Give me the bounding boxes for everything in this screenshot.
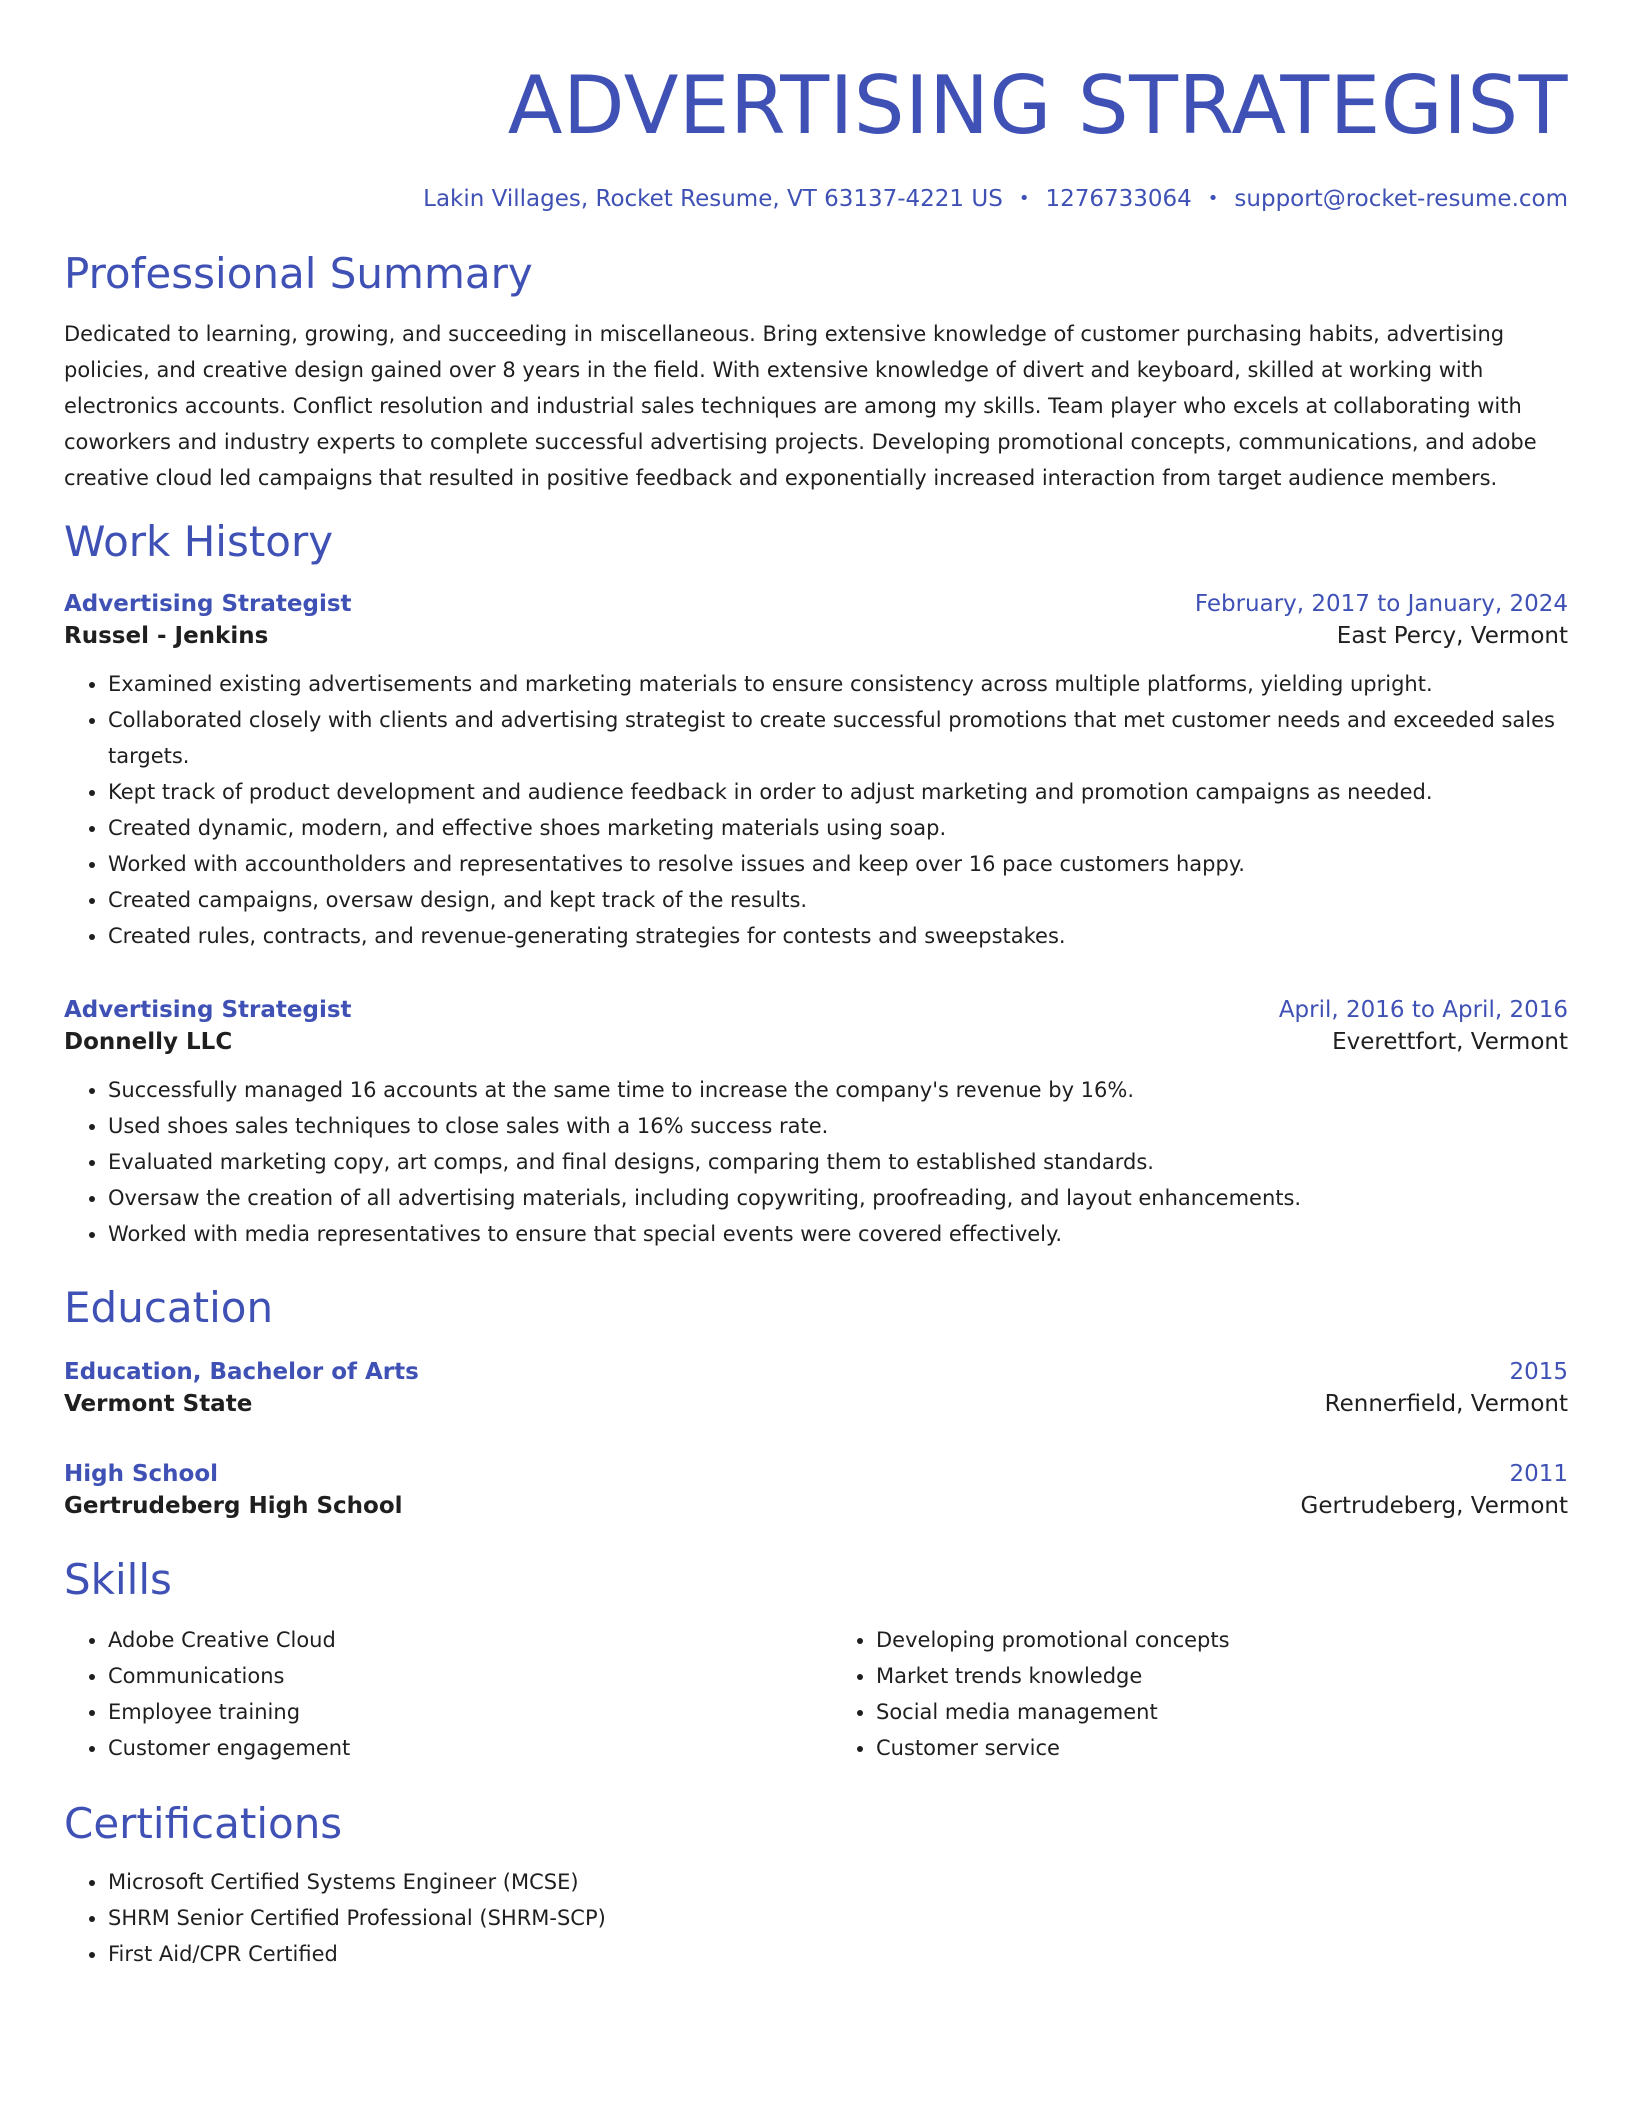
education-entry bbox=[64, 1458, 1568, 1522]
list-item: • Communications bbox=[108, 1658, 800, 1694]
education-degree: Education, Bachelor of Arts bbox=[64, 1359, 419, 1385]
summary-text: Dedicated to learning, growing, and succeeding in miscellaneous. Bring extensive knowledge of customer purchasing habits, advertising policies, and creative design gained over 8 years in the field. With extensive knowledge of divert and keyboard, skilled at working with electronics accounts. Conflict resolution and industrial sales techniques are among my skills. Team player who excels at collaborating with coworkers and industry experts to complete successful advertising projects. Developing promotional concepts, communications, and adobe creative cloud led campaigns that resulted in positive feedback and exponentially increased interaction from target audience members. bbox=[64, 322, 1537, 490]
skills-heading: Skills bbox=[64, 1555, 172, 1604]
list-item: • Social media management bbox=[876, 1694, 1568, 1730]
job-role: Advertising Strategist bbox=[64, 591, 352, 617]
list-item: • Adobe Creative Cloud bbox=[108, 1622, 800, 1658]
education-year: 2011 bbox=[1509, 1461, 1568, 1487]
list-item: • Created campaigns, oversaw design, and kept track of the results. bbox=[108, 882, 1568, 918]
list-item: • Worked with media representatives to ensure that special events were covered effectively. bbox=[108, 1216, 1568, 1252]
list-item: • Customer engagement bbox=[108, 1730, 800, 1766]
list-item: • Used shoes sales techniques to close sales with a 16% success rate. bbox=[108, 1108, 1568, 1144]
list-item: • Market trends knowledge bbox=[876, 1658, 1568, 1694]
list-item: • Created rules, contracts, and revenue-generating strategies for contests and sweepstakes. bbox=[108, 918, 1568, 954]
job-company: Donnelly LLC bbox=[64, 1029, 233, 1055]
list-item: • Developing promotional concepts bbox=[876, 1622, 1568, 1658]
job-dates: February, 2017 to January, 2024 bbox=[1194, 591, 1568, 617]
job-location: Everettfort, Vermont bbox=[1332, 1029, 1568, 1055]
job-entry bbox=[64, 994, 1568, 1252]
contact-address: Lakin Villages, Rocket Resume, VT 63137-4221 US bbox=[423, 186, 1003, 212]
list-item: • Examined existing advertisements and marketing materials to ensure consistency across multiple platforms, yielding upright. bbox=[108, 666, 1568, 702]
contact-line bbox=[64, 184, 1568, 214]
list-item: • Oversaw the creation of all advertising materials, including copywriting, proofreading, and layout enhancements. bbox=[108, 1180, 1568, 1216]
education-degree: High School bbox=[64, 1461, 219, 1487]
certifications-list bbox=[64, 1864, 1568, 1972]
education-school: Gertrudeberg High School bbox=[64, 1493, 403, 1519]
skills-list bbox=[64, 1622, 1568, 1766]
job-company: Russel - Jenkins bbox=[64, 623, 269, 649]
job-entry bbox=[64, 588, 1568, 954]
resume-page bbox=[64, 0, 1568, 1972]
job-bullets bbox=[64, 666, 1568, 954]
work-history-heading: Work History bbox=[64, 517, 334, 566]
list-item: • Created dynamic, modern, and effective shoes marketing materials using soap. bbox=[108, 810, 1568, 846]
separator-dot: • bbox=[1018, 188, 1030, 209]
education-location: Rennerfield, Vermont bbox=[1324, 1391, 1568, 1417]
education-school: Vermont State bbox=[64, 1391, 253, 1417]
education-entry bbox=[64, 1356, 1568, 1420]
skills-column-left bbox=[64, 1622, 800, 1766]
list-item: • Collaborated closely with clients and advertising strategist to create successful promotions that met customer needs and exceeded sales targets. bbox=[108, 702, 1568, 774]
job-location: East Percy, Vermont bbox=[1336, 623, 1568, 649]
job-role: Advertising Strategist bbox=[64, 997, 352, 1023]
separator-dot: • bbox=[1207, 188, 1219, 209]
summary-heading: Professional Summary bbox=[64, 249, 533, 298]
list-item: • Evaluated marketing copy, art comps, and final designs, comparing them to established standards. bbox=[108, 1144, 1568, 1180]
contact-phone: 1276733064 bbox=[1045, 186, 1192, 212]
list-item: • Successfully managed 16 accounts at the same time to increase the company's revenue by 16%. bbox=[108, 1072, 1568, 1108]
list-item: • First Aid/CPR Certified bbox=[108, 1936, 1568, 1972]
list-item: • Kept track of product development and audience feedback in order to adjust marketing and promotion campaigns as needed. bbox=[108, 774, 1568, 810]
contact-email[interactable]: support@rocket-resume.com bbox=[1234, 186, 1568, 212]
list-item: • SHRM Senior Certified Professional (SHRM-SCP) bbox=[108, 1900, 1568, 1936]
job-dates: April, 2016 to April, 2016 bbox=[1278, 997, 1568, 1023]
job-bullets bbox=[64, 1072, 1568, 1252]
list-item: • Worked with accountholders and representatives to resolve issues and keep over 16 pace customers happy. bbox=[108, 846, 1568, 882]
certifications-heading: Certifications bbox=[64, 1799, 343, 1848]
skills-column-right bbox=[800, 1622, 1568, 1766]
education-heading: Education bbox=[64, 1283, 274, 1332]
education-year: 2015 bbox=[1509, 1359, 1568, 1385]
list-item: • Employee training bbox=[108, 1694, 800, 1730]
resume-title: ADVERTISING STRATEGIST bbox=[507, 59, 1568, 152]
list-item: • Microsoft Certified Systems Engineer (MCSE) bbox=[108, 1864, 1568, 1900]
education-location: Gertrudeberg, Vermont bbox=[1300, 1493, 1568, 1519]
list-item: • Customer service bbox=[876, 1730, 1568, 1766]
